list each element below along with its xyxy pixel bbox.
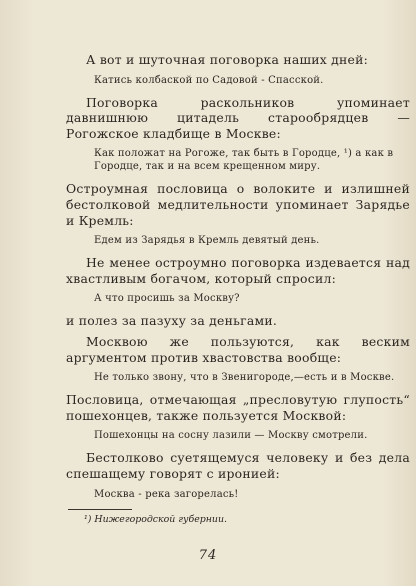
quote-rogozha: Как положат на Рогоже, так быть в Городце, ¹) а как в Городце, так и на всем крещенном миру. [94, 148, 394, 173]
quote-moskva-price: А что просишь за Москву? [94, 293, 240, 305]
paragraph-volokita: Остроумная пословица о волоките и излишней бестолковой медлительности упоминает Зарядье и Кремль: [66, 181, 410, 228]
paragraph-modern-saying: А вот и шуточная поговорка наших дней: [86, 52, 369, 67]
paragraph-ironiya: Бестолково суетящемуся человеку и без дела спешащему говорят с иронией: [66, 450, 410, 481]
quote-zaryadye: Едем из Зарядья в Кремль девятый день. [94, 235, 320, 247]
quote-sosna: Пошехонцы на сосну лазили — Москву смотрели. [94, 430, 368, 442]
paragraph-bogach: Не менее остроумно поговорка издевается над хвастливым богачом, который спросил: [66, 255, 410, 286]
footnote-text: Нижегородской губернии. [94, 513, 227, 525]
quote-zvenigorod: Не только звону, что в Звенигороде,—есть и в Москве. [94, 372, 395, 384]
paragraph-argument: Москвою же пользуются, как веским аргументом против хвастовства вообще: [66, 333, 410, 365]
paragraph-pazukha: и полез за пазуху за деньгами. [66, 313, 278, 329]
page-body [66, 52, 410, 526]
footnote [84, 514, 410, 526]
footnote-divider [68, 509, 132, 510]
quote-kolbaska: Катись колбаской по Садовой - Спасской. [94, 74, 324, 86]
quote-moskva-reka: Москва - река загорелась! [94, 488, 239, 500]
paragraph-raskolniki: Поговорка раскольников упоминает давнишнюю цитадель старообрядцев — Рогожское кладбище в Москве: [66, 94, 410, 141]
footnote-marker: ¹) [84, 513, 92, 525]
paragraph-poshekhontsy: Пословица, отмечающая „пресловутую глупость“ пошехонцев, также пользуется Москвой: [66, 392, 410, 423]
page-number: 74 [198, 548, 218, 563]
